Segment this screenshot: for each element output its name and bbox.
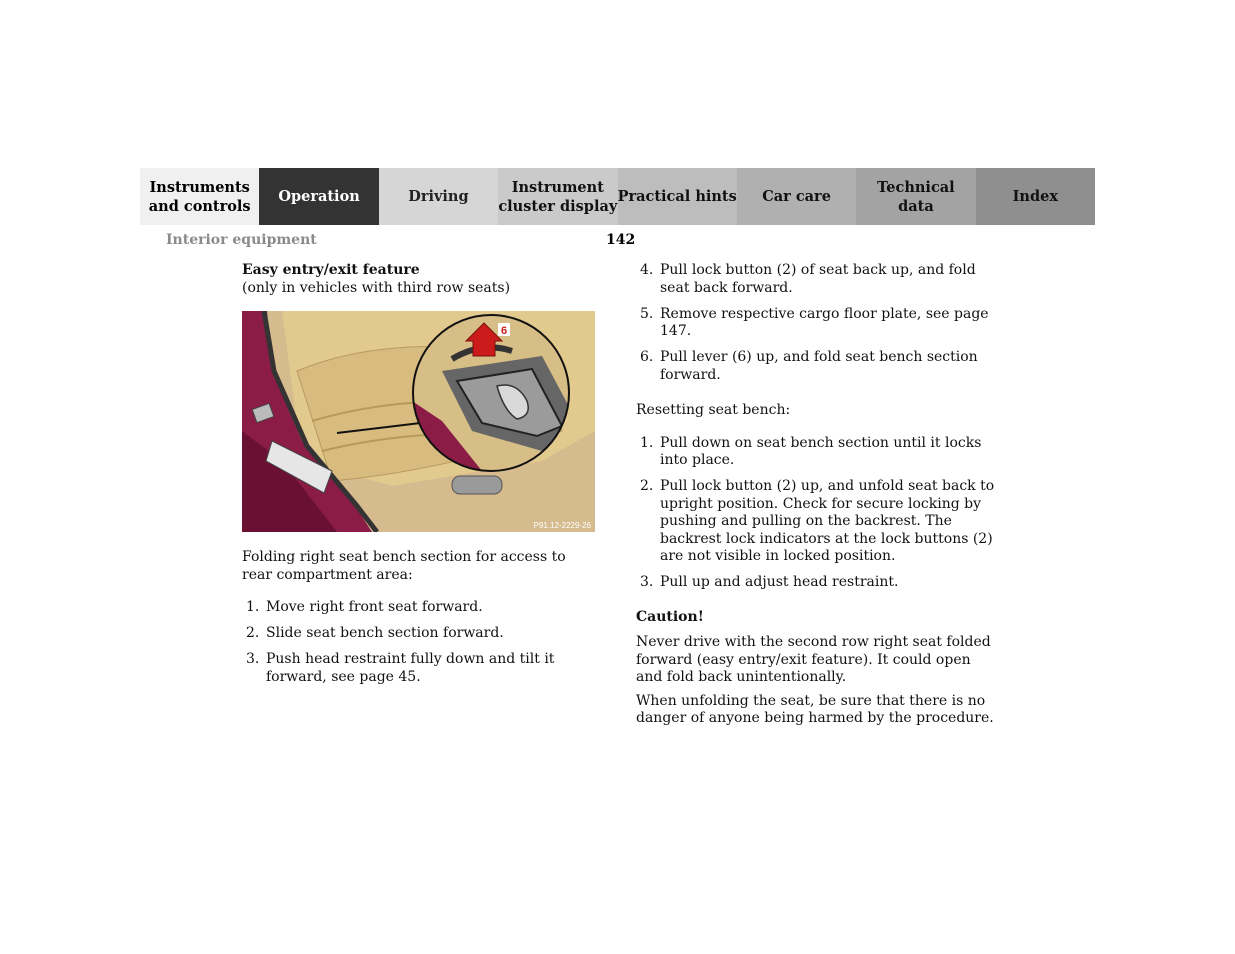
step-number: 1.: [246, 599, 260, 615]
tab-car-care[interactable]: Car care: [737, 168, 856, 225]
list-item: [636, 262, 996, 297]
figure-code: P91.12-2229-26: [533, 521, 591, 530]
tab-instrument-cluster-display[interactable]: Instrument cluster display: [498, 168, 617, 225]
list-item: [636, 435, 996, 470]
right-column: [636, 262, 996, 728]
page-number: 142: [606, 232, 636, 248]
section-title: Interior equipment: [166, 232, 317, 248]
step-number: 1.: [640, 434, 654, 451]
list-item: [636, 574, 996, 592]
reset-steps-list: [636, 435, 996, 592]
step-number: 3.: [246, 651, 260, 667]
tab-driving[interactable]: Driving: [379, 168, 498, 225]
tab-practical-hints[interactable]: Practical hints: [618, 168, 737, 225]
step-text: Push head restraint fully down and tilt it forward, see page 45.: [266, 651, 555, 685]
tab-technical-data[interactable]: Technical data: [856, 168, 975, 225]
fold-steps-continued-list: [636, 262, 996, 384]
step-text: Move right front seat forward.: [266, 599, 483, 615]
list-item: [242, 625, 597, 643]
step-number: 3.: [640, 574, 654, 590]
step-text: Remove respective cargo floor plate, see page 147.: [660, 305, 989, 339]
step-number: 4.: [640, 262, 654, 278]
tab-instruments-and-controls[interactable]: Instruments and controls: [140, 168, 259, 225]
step-number: 2.: [246, 625, 260, 641]
caution-heading: Caution!: [636, 608, 704, 625]
intro-text: Folding right seat bench section for access to rear compartment area:: [242, 549, 566, 583]
step-text: Pull lock button (2) of seat back up, and fold seat back forward.: [660, 262, 976, 296]
feature-heading: Easy entry/exit feature: [242, 262, 420, 278]
list-item: [242, 599, 597, 617]
feature-subheading: (only in vehicles with third row seats): [242, 279, 511, 296]
step-number: 5.: [640, 305, 654, 322]
step-number: 2.: [640, 478, 654, 494]
left-column: [242, 262, 597, 695]
list-item: [242, 651, 597, 686]
step-text: Slide seat bench section forward.: [266, 625, 504, 641]
step-text: Pull down on seat bench section until it locks into place.: [660, 434, 982, 468]
caution-text: Never drive with the second row right seat folded forward (easy entry/exit feature). It could open and fold back unintentionally.: [636, 634, 991, 685]
top-navigation: [140, 168, 1095, 225]
tab-operation[interactable]: Operation: [259, 168, 378, 225]
step-number: 6.: [640, 349, 654, 365]
step-text: Pull up and adjust head restraint.: [660, 574, 899, 590]
seat-illustration: [242, 311, 595, 532]
reset-label: Resetting seat bench:: [636, 402, 791, 418]
list-item: [636, 349, 996, 384]
caution-text-2: When unfolding the seat, be sure that there is no danger of anyone being harmed by the procedure.: [636, 692, 994, 726]
fold-steps-list: [242, 599, 597, 686]
step-text: Pull lock button (2) up, and unfold seat back to upright position. Check for secure locking by pushing and pulling on the backrest. The backrest lock indicators at the lock buttons (2) are not visible in locked position.: [660, 478, 995, 564]
list-item: [636, 478, 996, 566]
step-text: Pull lever (6) up, and fold seat bench section forward.: [660, 349, 978, 383]
list-item: [636, 306, 996, 341]
tab-index[interactable]: Index: [976, 168, 1095, 225]
figure-callout: 6: [500, 325, 508, 337]
